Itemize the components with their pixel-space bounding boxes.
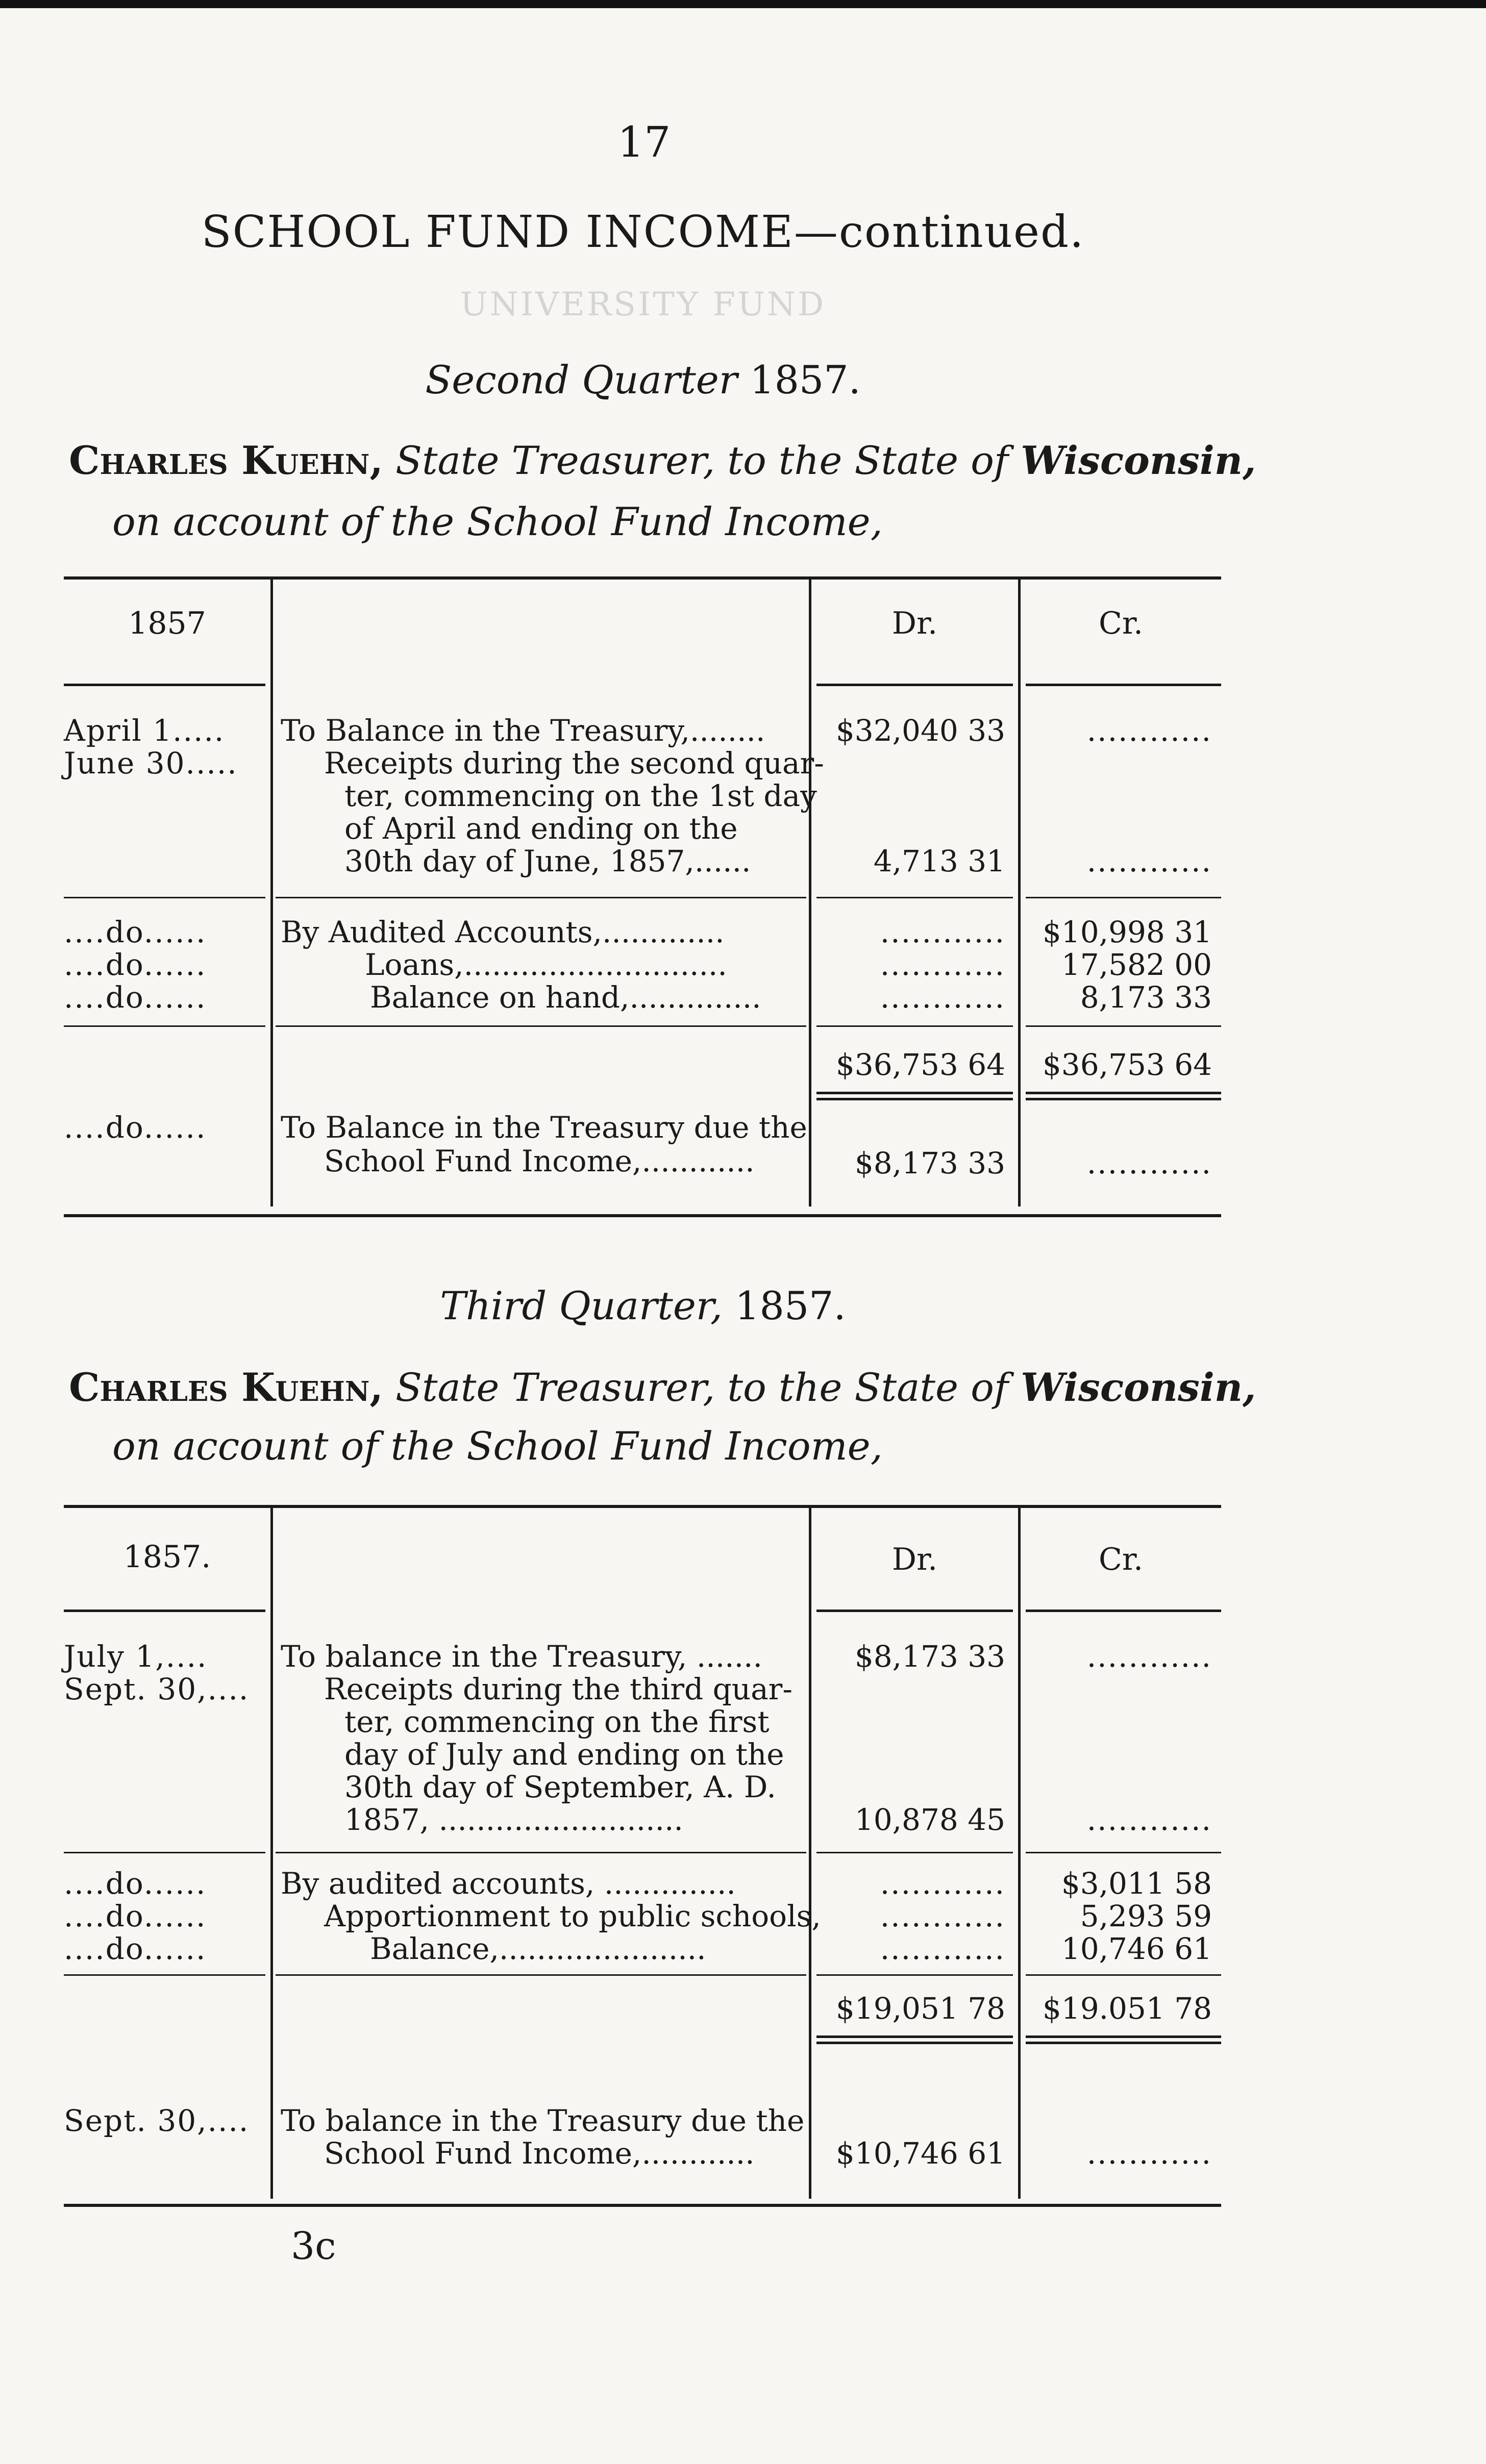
header-underline [1026, 1610, 1221, 1612]
closing-credit: ............ [1086, 1146, 1212, 1180]
row-debit: ............ [880, 980, 1005, 1015]
row-debit: ............ [880, 1931, 1005, 1966]
treasurer-role: State Treasurer, to the State of [395, 438, 1008, 483]
table-top-rule [64, 1505, 1221, 1508]
ledger-table-third-quarter [64, 1505, 1221, 2219]
row-credit: ............ [1086, 713, 1212, 748]
row-description: Balance,...................... [370, 1931, 706, 1966]
second-quarter-title [0, 357, 1286, 403]
row-debit: ............ [880, 915, 1005, 949]
row-credit: ............ [1086, 844, 1212, 878]
quarter-title-year: 1857. [750, 357, 861, 403]
row-debit: 4,713 31 [873, 844, 1005, 878]
quarter-title-year: 1857. [735, 1283, 846, 1328]
row-date: ....do...... [64, 915, 207, 949]
header-underline [64, 684, 265, 686]
total-double-rule [816, 1098, 1013, 1100]
page-title: SCHOOL FUND INCOME—continued. [201, 207, 1085, 258]
row-separator [64, 1852, 265, 1853]
total-double-rule [1026, 1098, 1221, 1100]
row-description: Receipts during the third quar- [324, 1672, 792, 1706]
row-description: ter, commencing on the 1st day [344, 778, 817, 813]
row-separator [64, 897, 265, 898]
row-date: ....do...... [64, 1931, 207, 1966]
closing-credit: ............ [1086, 2136, 1212, 2171]
closing-description: To Balance in the Treasury due the [281, 1110, 807, 1145]
quarter-title-italic: Second Quarter [425, 357, 738, 403]
row-description: Receipts during the second quar- [324, 746, 824, 781]
faded-heading [0, 286, 1286, 323]
closing-date: Sept. 30,.... [64, 2103, 250, 2138]
row-debit: $8,173 33 [854, 1639, 1005, 1674]
row-description: To Balance in the Treasury,........ [281, 713, 765, 748]
row-description: 30th day of September, A. D. [344, 1770, 776, 1804]
row-description: day of July and ending on the [344, 1737, 784, 1772]
header-year: 1857. [123, 1539, 211, 1575]
treasurer-line [69, 438, 1256, 483]
row-separator [276, 1852, 806, 1853]
row-description: To balance in the Treasury, ....... [281, 1639, 762, 1674]
table-top-rule [64, 576, 1221, 580]
column-divider [1018, 576, 1021, 1206]
closing-debit: $8,173 33 [854, 1146, 1005, 1180]
row-date: July 1,.... [64, 1639, 208, 1674]
treasurer-name: Charles Kuehn, [69, 1365, 383, 1410]
row-date: ....do...... [64, 1866, 207, 1901]
row-description: Loans,............................ [365, 947, 727, 982]
ledger-table-second-quarter [64, 576, 1221, 1224]
treasurer-state: Wisconsin, [1021, 438, 1256, 483]
row-separator [64, 1025, 265, 1027]
row-separator [1026, 1852, 1221, 1853]
row-separator [1026, 1974, 1221, 1976]
third-quarter-title [0, 1283, 1286, 1328]
row-credit: 5,293 59 [1080, 1899, 1212, 1933]
header-underline [816, 1610, 1013, 1612]
header-credit: Cr. [1098, 1542, 1144, 1577]
page-number: 17 [617, 118, 671, 167]
column-divider [270, 1505, 273, 2199]
row-credit: 10,746 61 [1061, 1931, 1212, 1966]
closing-description: School Fund Income,............ [324, 2136, 755, 2171]
row-date: ....do...... [64, 980, 207, 1015]
top-border-rule [0, 0, 1486, 8]
row-credit: $3,011 58 [1061, 1866, 1212, 1901]
treasurer-line [69, 1365, 1256, 1410]
row-credit: ............ [1086, 1802, 1212, 1837]
closing-date: ....do...... [64, 1110, 207, 1145]
header-underline [64, 1610, 265, 1612]
row-separator [1026, 1025, 1221, 1027]
total-double-rule [816, 2035, 1013, 2038]
treasurer-role: State Treasurer, to the State of [395, 1365, 1008, 1410]
closing-debit: $10,746 61 [835, 2136, 1005, 2171]
row-debit: 10,878 45 [854, 1802, 1005, 1837]
row-date: ....do...... [64, 947, 207, 982]
row-description: of April and ending on the [344, 811, 738, 846]
row-date: Sept. 30,.... [64, 1672, 250, 1706]
total-credit: $36,753 64 [1042, 1047, 1212, 1082]
row-separator [1026, 897, 1221, 898]
row-description: 1857, .......................... [344, 1802, 683, 1837]
total-double-rule [816, 2042, 1013, 2044]
row-debit: ............ [880, 947, 1005, 982]
table-bottom-rule [64, 2204, 1221, 2207]
row-debit: ............ [880, 1899, 1005, 1933]
row-description: By audited accounts, .............. [281, 1866, 736, 1901]
row-description: Balance on hand,.............. [370, 980, 761, 1015]
row-credit: $10,998 31 [1042, 915, 1212, 949]
row-separator [816, 897, 1013, 898]
quarter-title-italic: Third Quarter, [440, 1283, 723, 1328]
row-separator [64, 1974, 265, 1976]
row-credit: 17,582 00 [1061, 947, 1212, 982]
total-double-rule [816, 1092, 1013, 1094]
closing-description: School Fund Income,............ [324, 1144, 755, 1178]
row-description: ter, commencing on the first [344, 1704, 770, 1739]
closing-description: To balance in the Treasury due the [281, 2103, 805, 2138]
row-separator [276, 897, 806, 898]
account-line: on account of the School Fund Income, [112, 499, 883, 544]
total-double-rule [1026, 2042, 1221, 2044]
row-credit: ............ [1086, 1639, 1212, 1674]
row-separator [276, 1025, 806, 1027]
header-debit: Dr. [891, 1542, 938, 1577]
header-underline [1026, 684, 1221, 686]
column-divider [270, 576, 273, 1206]
row-description: By Audited Accounts,............. [281, 915, 725, 949]
row-credit: 8,173 33 [1080, 980, 1212, 1015]
row-separator [816, 1025, 1013, 1027]
total-double-rule [1026, 2035, 1221, 2038]
row-separator [816, 1974, 1013, 1976]
row-date: April 1..... [64, 713, 225, 748]
column-divider [809, 1505, 811, 2199]
row-description: 30th day of June, 1857,...... [344, 844, 751, 878]
table-bottom-rule [64, 1214, 1221, 1217]
row-separator [276, 1974, 806, 1976]
treasurer-state: Wisconsin, [1021, 1365, 1256, 1410]
total-double-rule [1026, 1092, 1221, 1094]
row-description: Apportionment to public schools, [324, 1899, 821, 1933]
row-debit: $32,040 33 [835, 713, 1005, 748]
treasurer-name: Charles Kuehn, [69, 438, 383, 483]
column-divider [1018, 1505, 1021, 2199]
header-year: 1857 [128, 606, 206, 641]
account-line: on account of the School Fund Income, [112, 1423, 883, 1469]
total-debit: $36,753 64 [835, 1047, 1005, 1082]
row-date: June 30..... [64, 746, 238, 781]
row-separator [816, 1852, 1013, 1853]
faded-heading-text: UNIVERSITY FUND [460, 286, 826, 323]
header-debit: Dr. [891, 606, 938, 641]
total-debit: $19,051 78 [835, 1991, 1005, 2026]
column-divider [809, 576, 811, 1206]
signature-mark: 3c [291, 2224, 336, 2268]
total-credit: $19.051 78 [1042, 1991, 1212, 2026]
header-credit: Cr. [1098, 606, 1144, 641]
header-underline [816, 684, 1013, 686]
row-date: ....do...... [64, 1899, 207, 1933]
row-debit: ............ [880, 1866, 1005, 1901]
